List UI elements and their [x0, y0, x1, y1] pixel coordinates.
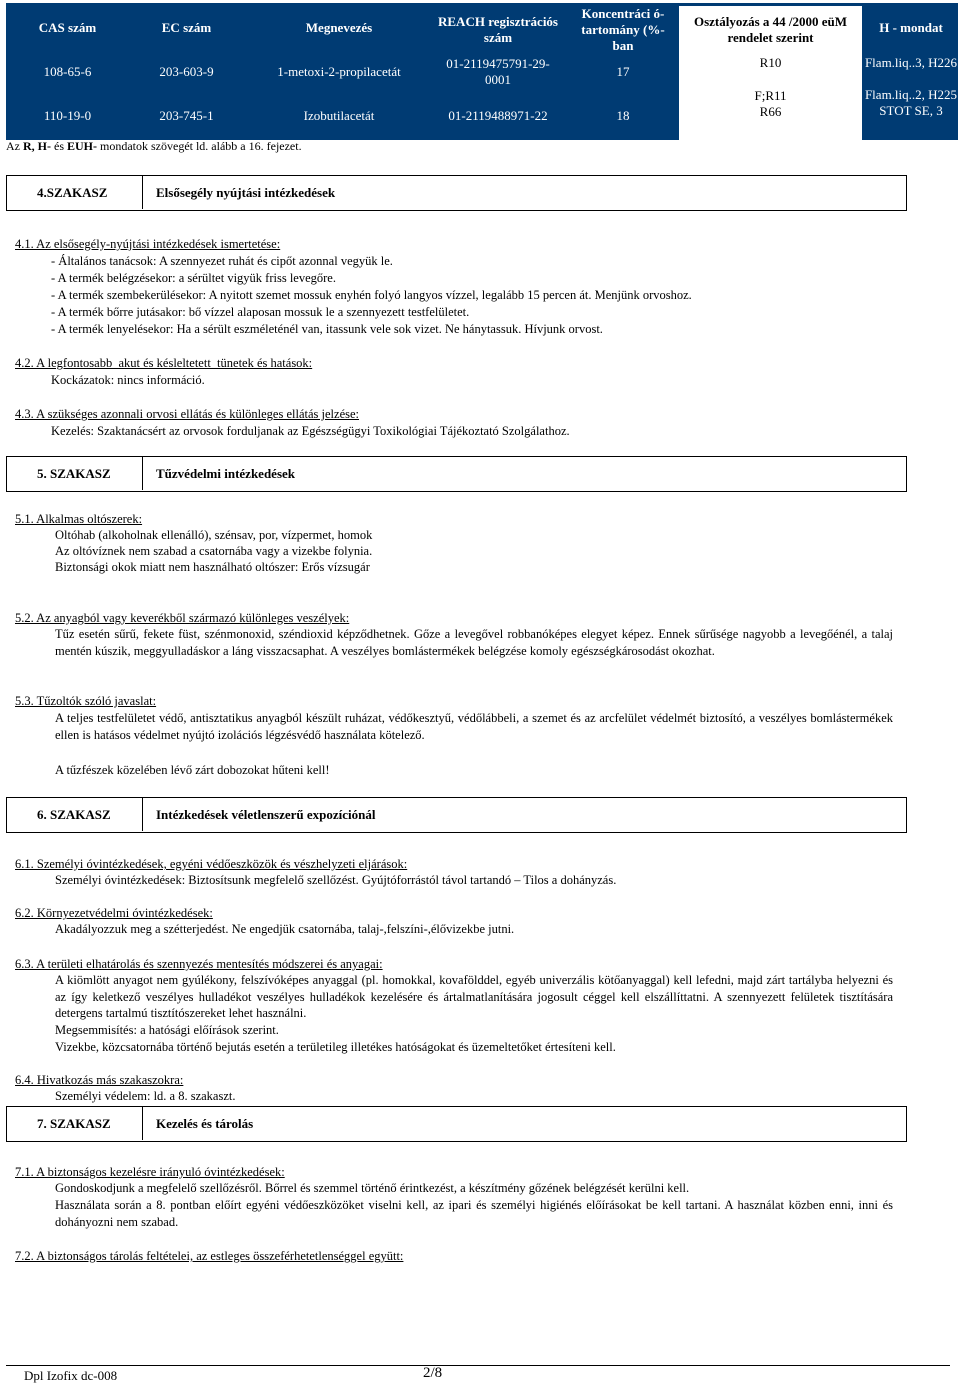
extinguishing-water-note: Az oltóvíznek nem szabad a csatornába vagy a vizekbe folynia. — [55, 544, 373, 558]
footer-rule — [6, 1365, 950, 1366]
row1-name: 1-metoxi-2-propilacetát — [277, 64, 401, 79]
subsection-6-4-text: Személyi védelem: ld. a 8. szakaszt. — [55, 1089, 236, 1103]
subsection-5-2-text: Tűz esetén sűrű, fekete füst, szénmonoxid, széndioxid képződhetnek. Gőze a levegővel robbanóképes elegyet képez. Ennek sűrűsége nagyobb a levegőénél, a talaj mentén kúszik, meggyulladáskor a láng visszacsaphat. A veszélyes bomlástermékek belégzése komoly egészségkárosodást okozhat. — [55, 627, 893, 658]
row2-name: Izobutilacetát — [303, 108, 375, 123]
row1-classification: R10 — [759, 55, 782, 70]
section-4-header — [6, 175, 907, 211]
divider — [142, 797, 143, 831]
row2-h-statement-line1: Flam.liq..2, H225 — [864, 87, 958, 102]
extinguishing-media: Oltóhab (alkoholnak ellenálló), szénsav, por, vízpermet, homok — [55, 528, 373, 542]
subsection-6-2-title: 6.2. Környezetvédelmi óvintézkedések: — [15, 906, 213, 920]
subsection-5-3-title: 5.3. Tűzoltók szóló javaslat: — [15, 694, 157, 708]
section-5-header — [6, 456, 907, 492]
section-title: Elsősegély nyújtási intézkedések — [156, 185, 336, 200]
legend-note: Az R, H- és EUH- mondatok szövegét ld. alább a 16. fejezet. — [6, 139, 302, 153]
header-h-statement: H - mondat — [879, 20, 943, 35]
row2-ec: 203-745-1 — [159, 108, 214, 123]
row2-classification-line1: F;R11 — [754, 88, 787, 103]
subsection-7-1-text: Gondoskodjunk a megfelelő szellőzésről. Bőrrel és szemmel történő érintkezést, a készítmény gőzének belégzését kerülni kell. — [55, 1181, 690, 1195]
header-classification: Osztályozás a 44 /2000 eüM rendelet szerint — [693, 14, 848, 45]
row2-cas: 110-19-0 — [43, 108, 92, 123]
section-title: Tűzvédelmi intézkedések — [156, 466, 296, 481]
section-6-header — [6, 797, 907, 833]
subsection-5-2-title: 5.2. Az anyagból vagy keverékből származó különleges veszélyek: — [15, 611, 350, 625]
first-aid-ingestion: - A termék lenyelésekor: Ha a sérült eszméleténél van, itassunk vele sok vizet. Ne hánytassuk. Hívjunk orvost. — [51, 322, 603, 336]
subsection-4-3-text: Kezelés: Szaktanácsért az orvosok forduljanak az Egészségügyi Toxikológiai Tájékoztató Szolgálathoz. — [51, 424, 570, 438]
subsection-5-3-text: A teljes testfelületet védő, antisztatikus anyagból készült ruházat, védőkesztyű, védőlábbeli, a szemet és az arcfelület védelmét biztosító, a veszélyes bomlástermékek ellen is hatásos védelmet nyújtó izolációs légzésvédő használata kötelező. — [55, 711, 893, 742]
subsection-4-1-title: 4.1. Az elsősegély-nyújtási intézkedések ismertetése: — [15, 237, 281, 251]
header-name: Megnevezés — [305, 20, 373, 35]
substance-table — [6, 3, 958, 140]
subsection-7-2-title: 7.2. A biztonságos tárolás feltételei, az estleges összeférhetetlenséggel együtt: — [15, 1249, 404, 1263]
row2-reach: 01-2119488971-22 — [448, 108, 548, 123]
section-number: 4.SZAKASZ — [37, 185, 108, 200]
first-aid-general: - Általános tanácsok: A szennyezet ruhát és cipőt azonnal vegyük le. — [51, 254, 393, 268]
section-number: 6. SZAKASZ — [37, 807, 111, 822]
subsection-4-2-title: 4.2. A legfontosabb akut és késleltetett tünetek és hatások: — [15, 356, 313, 370]
divider — [142, 456, 143, 490]
classification-column — [679, 6, 862, 140]
subsection-6-3-water-note: Vizekbe, közcsatornába történő bejutás esetén a területileg illetékes hatóságokat és üzemeltetőket értesíteni kell. — [55, 1040, 616, 1054]
divider — [142, 1106, 143, 1140]
subsection-6-1-text: Személyi óvintézkedések: Biztosítsunk megfelelő szellőzést. Gyújtóforrástól távol tartandó – Tilos a dohányzás. — [55, 873, 617, 887]
subsection-6-3-disposal: Megsemmisítés: a hatósági előírások szerint. — [55, 1023, 279, 1037]
header-ec: EC szám — [161, 20, 212, 35]
first-aid-eyes: - A termék szembekerülésekor: A nyitott szemet mossuk enyhén folyó langyos vízzel, legalább 15 percen át. Menjünk orvoshoz. — [51, 288, 692, 302]
row1-reach: 01-2119475791-29-0001 — [446, 56, 550, 87]
subsection-5-3-text2: A tűzfészek közelében lévő zárt dobozokat hűteni kell! — [55, 763, 330, 777]
section-title: Intézkedések véletlenszerű expozíciónál — [156, 807, 376, 822]
header-cas: CAS szám — [38, 20, 97, 35]
subsection-6-4-title: 6.4. Hivatkozás más szakaszokra: — [15, 1073, 184, 1087]
row1-concentration: 17 — [616, 64, 630, 79]
section-7-header — [6, 1106, 907, 1142]
subsection-6-1-title: 6.1. Személyi óvintézkedések, egyéni védőeszközök és vészhelyzeti eljárások: — [15, 857, 408, 871]
unsuitable-media: Biztonsági okok miatt nem használható oltószer: Erős vízsugár — [55, 560, 370, 574]
subsection-5-1-title: 5.1. Alkalmas oltószerek: — [15, 512, 143, 526]
subsection-7-1-title: 7.1. A biztonságos kezelésre irányuló óvintézkedések: — [15, 1165, 285, 1179]
header-concentration: Koncentráci ó-tartomány (%-ban — [581, 6, 665, 53]
subsection-6-2-text: Akadályozzuk meg a szétterjedést. Ne engedjük csatornába, talaj-,felszíni-,élővizekbe jutni. — [55, 922, 515, 936]
subsection-4-3-title: 4.3. A szükséges azonnali orvosi ellátás és különleges ellátás jelzése: — [15, 407, 360, 421]
row1-ec: 203-603-9 — [159, 64, 214, 79]
header-reach: REACH regisztrációs szám — [438, 14, 558, 45]
row1-h-statement: Flam.liq..3, H226 — [864, 55, 958, 70]
row2-h-statement-line2: STOT SE, 3 — [879, 103, 943, 118]
row2-classification-line2: R66 — [759, 104, 782, 119]
subsection-4-2-text: Kockázatok: nincs információ. — [51, 373, 205, 387]
section-number: 5. SZAKASZ — [37, 466, 111, 481]
footer-document-id: Dpl Izofix dc-008 — [24, 1368, 118, 1383]
first-aid-skin: - A termék bőrre jutásakor: bő vízzel alaposan mossuk le a szennyezett testfelületet. — [51, 305, 470, 319]
section-title: Kezelés és tárolás — [156, 1116, 254, 1131]
subsection-7-1-text2: Használata során a 8. pontban előírt egyéni védőeszközöket viselni kell, az ipari és személyi higiénés előírásokat be kell tartani. A használat közben enni, inni és dohányozni nem szabad. — [55, 1198, 893, 1229]
row2-concentration: 18 — [616, 108, 630, 123]
subsection-6-3-title: 6.3. A területi elhatárolás és szennyezés mentesítés módszerei és anyagai: — [15, 957, 383, 971]
first-aid-inhalation: - A termék belégzésekor: a sérültet vigyük friss levegőre. — [51, 271, 336, 285]
divider — [142, 175, 143, 209]
footer-page-number: 2/8 — [423, 1365, 443, 1381]
section-number: 7. SZAKASZ — [37, 1116, 111, 1131]
row1-cas: 108-65-6 — [43, 64, 92, 79]
subsection-6-3-text: A kiömlött anyagot nem gyúlékony, felszívóképes anyaggal (pl. homokkal, kovafölddel, egyéb univerzális kötőanyaggal) kell lefedni, majd zárt tartályba helyezni és az így keletkező veszélyes hulladékot veszélyes hulladékok kezelésére és ártalmatlanítására jogosult céggel kell elszállíttatni. A szennyezett felületek tisztítására detergens tartalmú tisztítószereket lehet használni. — [55, 973, 893, 1020]
